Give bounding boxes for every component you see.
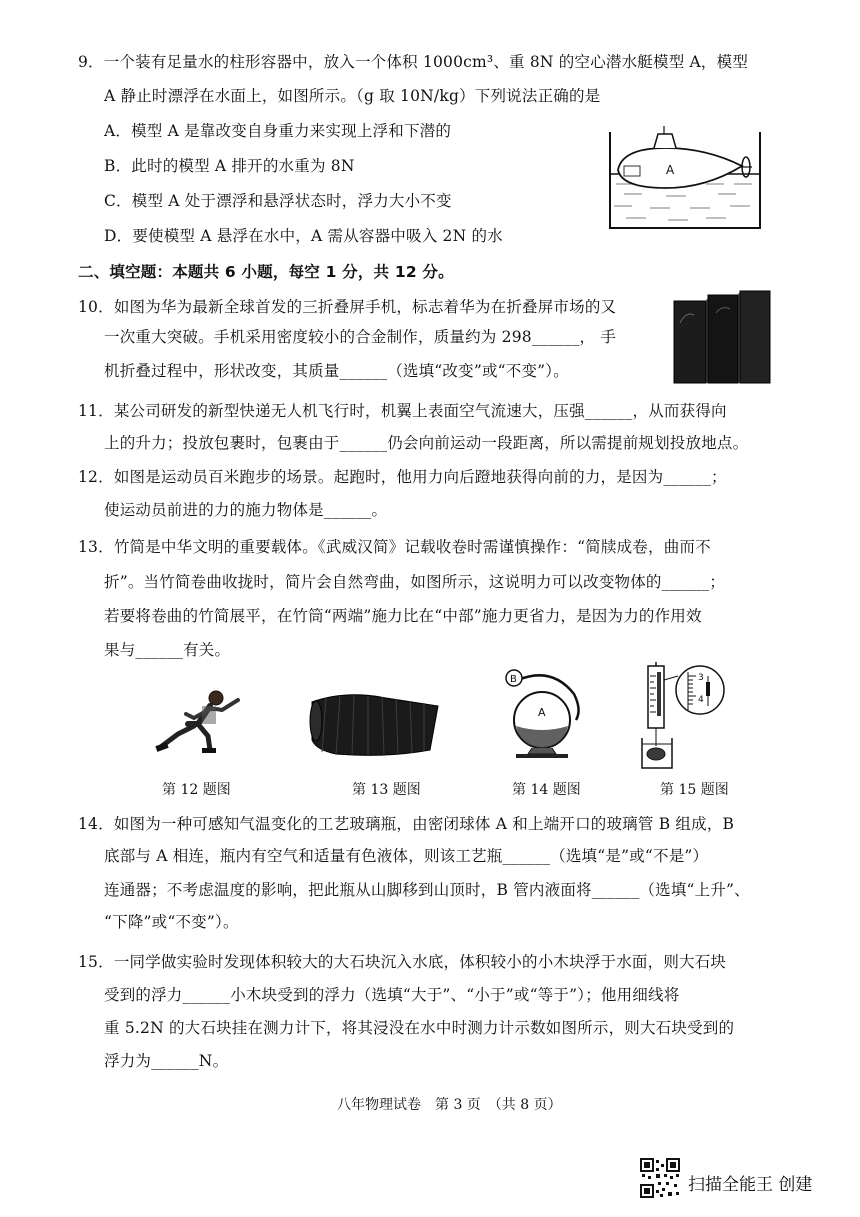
q12-line1: 12．如图是运动员百米跑步的场景。起跑时，他用力向后蹬地获得向前的力，是因为______；: [78, 468, 727, 486]
runner-figure: [150, 688, 250, 758]
spring-scale-figure: [638, 662, 728, 772]
caption-fig12: 第 12 题图: [162, 782, 231, 798]
q14-line3: 连通器；不考虑温度的影响，把此瓶从山脚移到山顶时，B 管内液面将______（选填“上升”、: [104, 881, 750, 899]
caption-fig14: 第 14 题图: [512, 782, 581, 798]
caption-fig15: 第 15 题图: [660, 782, 729, 798]
submarine-label: A: [666, 163, 675, 177]
scale-mark-3: 3: [698, 673, 704, 683]
q9-option-d: D．要使模型 A 悬浮在水中，A 需从容器中吸入 2N 的水: [104, 227, 503, 245]
submarine-container-figure: [606, 122, 764, 234]
q10-line1: 10．如图为华为最新全球首发的三折叠屏手机，标志着华为在折叠屏市场的又: [78, 298, 617, 316]
q13-line1: 13．竹简是中华文明的重要载体。《武威汉简》记载收卷时需谨慎操作：“简牍成卷，曲而不: [78, 538, 711, 556]
page-footer: 八年物理试卷 第 3 页 （共 8 页）: [337, 1097, 562, 1113]
q15-line3: 重 5.2N 的大石块挂在测力计下，将其浸没在水中时测力计示数如图所示，则大石块受到的: [104, 1019, 735, 1037]
q15-line4: 浮力为______N。: [104, 1052, 229, 1070]
q9-option-b: B．此时的模型 A 排开的水重为 8N: [104, 157, 355, 175]
section2-heading: 二、填空题：本题共 6 小题，每空 1 分，共 12 分。: [78, 263, 454, 281]
q14-line4: “下降”或“不变”）。: [104, 913, 239, 931]
watermark-brand: 扫描全能王 创建: [688, 1175, 813, 1195]
q15-line1: 15．一同学做实验时发现体积较大的大石块沉入水底，体积较小的小木块浮于水面，则大石块: [78, 953, 727, 971]
qr-code-icon: [640, 1158, 680, 1198]
q12-line2: 使运动员前进的力的施力物体是______。: [104, 501, 388, 519]
q9-option-c: C．模型 A 处于漂浮和悬浮状态时，浮力大小不变: [104, 192, 452, 210]
glass-bottle-figure: [492, 660, 592, 760]
q15-line2: 受到的浮力______小木块受到的浮力（选填“大于”、“小于”或“等于”）；他用细线将: [104, 986, 680, 1004]
q11-line1: 11．某公司研发的新型快递无人机飞行时，机翼上表面空气流速大，压强______，从而获得向: [78, 402, 727, 420]
q9-line1: 9．一个装有足量水的柱形容器中，放入一个体积 1000cm³、重 8N 的空心潜水艇模型 A，模型: [78, 53, 749, 71]
q9-line2: A 静止时漂浮在水面上，如图所示。（g 取 10N/kg）下列说法正确的是: [104, 87, 601, 105]
q13-line4: 果与______有关。: [104, 641, 231, 659]
q9-option-a: A．模型 A 是靠改变自身重力来实现上浮和下潜的: [104, 122, 452, 140]
q10-line3: 机折叠过程中，形状改变，其质量______（选填“改变”或“不变”）。: [104, 362, 569, 380]
q14-line2: 底部与 A 相连，瓶内有空气和适量有色液体，则该工艺瓶______（选填“是”或“不是”）: [104, 847, 709, 865]
q13-line3: 若要将卷曲的竹简展平，在竹筒“两端”施力比在“中部”施力更省力，是因为力的作用效: [104, 607, 702, 625]
q14-line1: 14．如图为一种可感知气温变化的工艺玻璃瓶，由密闭球体 A 和上端开口的玻璃管 B 组成，B: [78, 815, 735, 833]
caption-fig13: 第 13 题图: [352, 782, 421, 798]
bamboo-slips-figure: [306, 688, 446, 760]
q11-line2: 上的升力；投放包裹时，包裹由于______仍会向前运动一段距离，所以需提前规划投放地点。: [104, 434, 749, 452]
bottle-label-a: A: [538, 706, 546, 719]
q13-line2: 折”。当竹简卷曲收拢时，简片会自然弯曲，如图所示，这说明力可以改变物体的______；: [104, 573, 726, 591]
bottle-label-b: B: [510, 674, 517, 685]
q10-line2: 一次重大突破。手机采用密度较小的合金制作，质量约为 298______， 手: [104, 328, 617, 346]
scale-mark-4: 4: [698, 695, 704, 705]
foldable-phone-figure: [672, 289, 772, 385]
